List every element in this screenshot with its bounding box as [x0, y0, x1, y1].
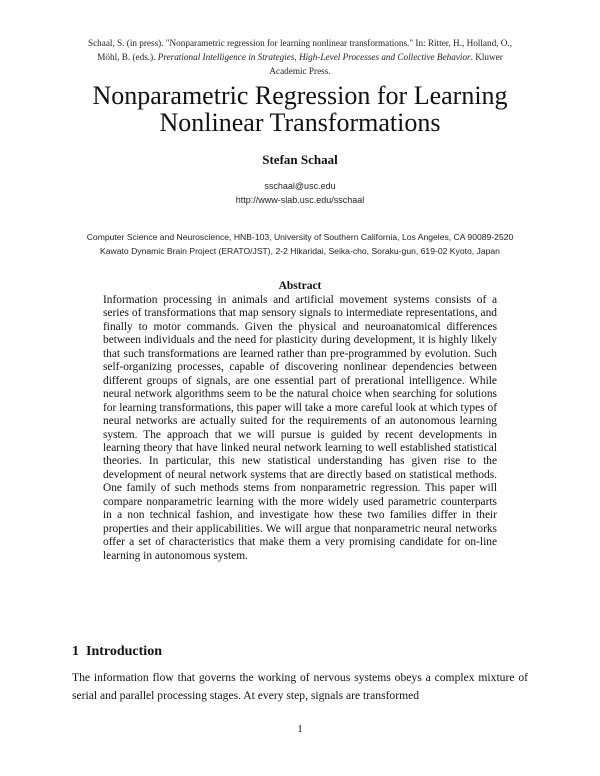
citation-header [80, 36, 520, 78]
section-heading [72, 644, 162, 660]
citation-publisher: . Kluwer Academic Press. [269, 52, 503, 76]
citation-text: Schaal, S. (in press). "Nonparametric regression for learning nonlinear transformations." In: Ritter, H., Holland, O., Möhl, B. (eds.). [87, 38, 513, 62]
paper-title: Nonparametric Regression for Learning Nonlinear Transformations [92, 81, 508, 137]
section-number: 1 [72, 644, 79, 659]
page-number: 1 [297, 723, 303, 735]
section-title: Introduction [86, 644, 162, 659]
abstract-heading: Abstract [278, 280, 322, 292]
author-email[interactable]: sschaal@usc.edu [264, 181, 336, 191]
citation-book-title: Prerational Intelligence in Strategies, High-Level Processes and Collective Behavior [157, 52, 471, 62]
author-url[interactable]: http://www-slab.usc.edu/sschaal [235, 195, 365, 205]
author-name: Stefan Schaal [262, 152, 338, 167]
affiliation-2: Kawato Dynamic Brain Project (ERATO/JST), 2-2 Hikaridai, Seika-cho, Soraku-gun, 619-02 Kyoto, Japan [100, 246, 500, 256]
abstract-body: Information processing in animals and artificial movement systems consists of a series of transformations that map sensory signals to intermediate representations, and finally to motor commands. Given the physical and neuroanatomical differences between individuals and the need for plasticity during development, it is highly likely that such transformations are learned rather than pre-programmed by evolution. Such self-organizing processes, capable of discovering nonlinear dependencies between different groups of signals, are one essential part of prerational intelligence. While neural network algorithms seem to be the natural choice when searching for solutions for learning transformations, this paper will take a more careful look at which types of neural networks are actually suited for the requirements of an autonomous learning system. The approach that we will pursue is guided by recent developments in learning theory that have linked neural network learning to well established statistical theories. In particular, this new statistical understanding has given rise to the development of neural network systems that are directly based on statistical methods. One family of such methods stems from nonparametric regression. This paper will compare nonparametric learning with the more widely used parametric counterparts in a non technical fashion, and investigate how these two families differ in their properties and their applicabilities. We will argue that nonparametric neural networks offer a set of characteristics that make them a very promising candidate for on-line learning in autonomous system. [103, 294, 497, 562]
intro-paragraph: The information flow that governs the working of nervous systems obeys a complex mixture of serial and parallel processing stages. At every step, signals are transformed [72, 671, 528, 702]
affiliation-1: Computer Science and Neuroscience, HNB-103, University of Southern California, Los Angeles, CA 90089-2520 [86, 232, 514, 242]
